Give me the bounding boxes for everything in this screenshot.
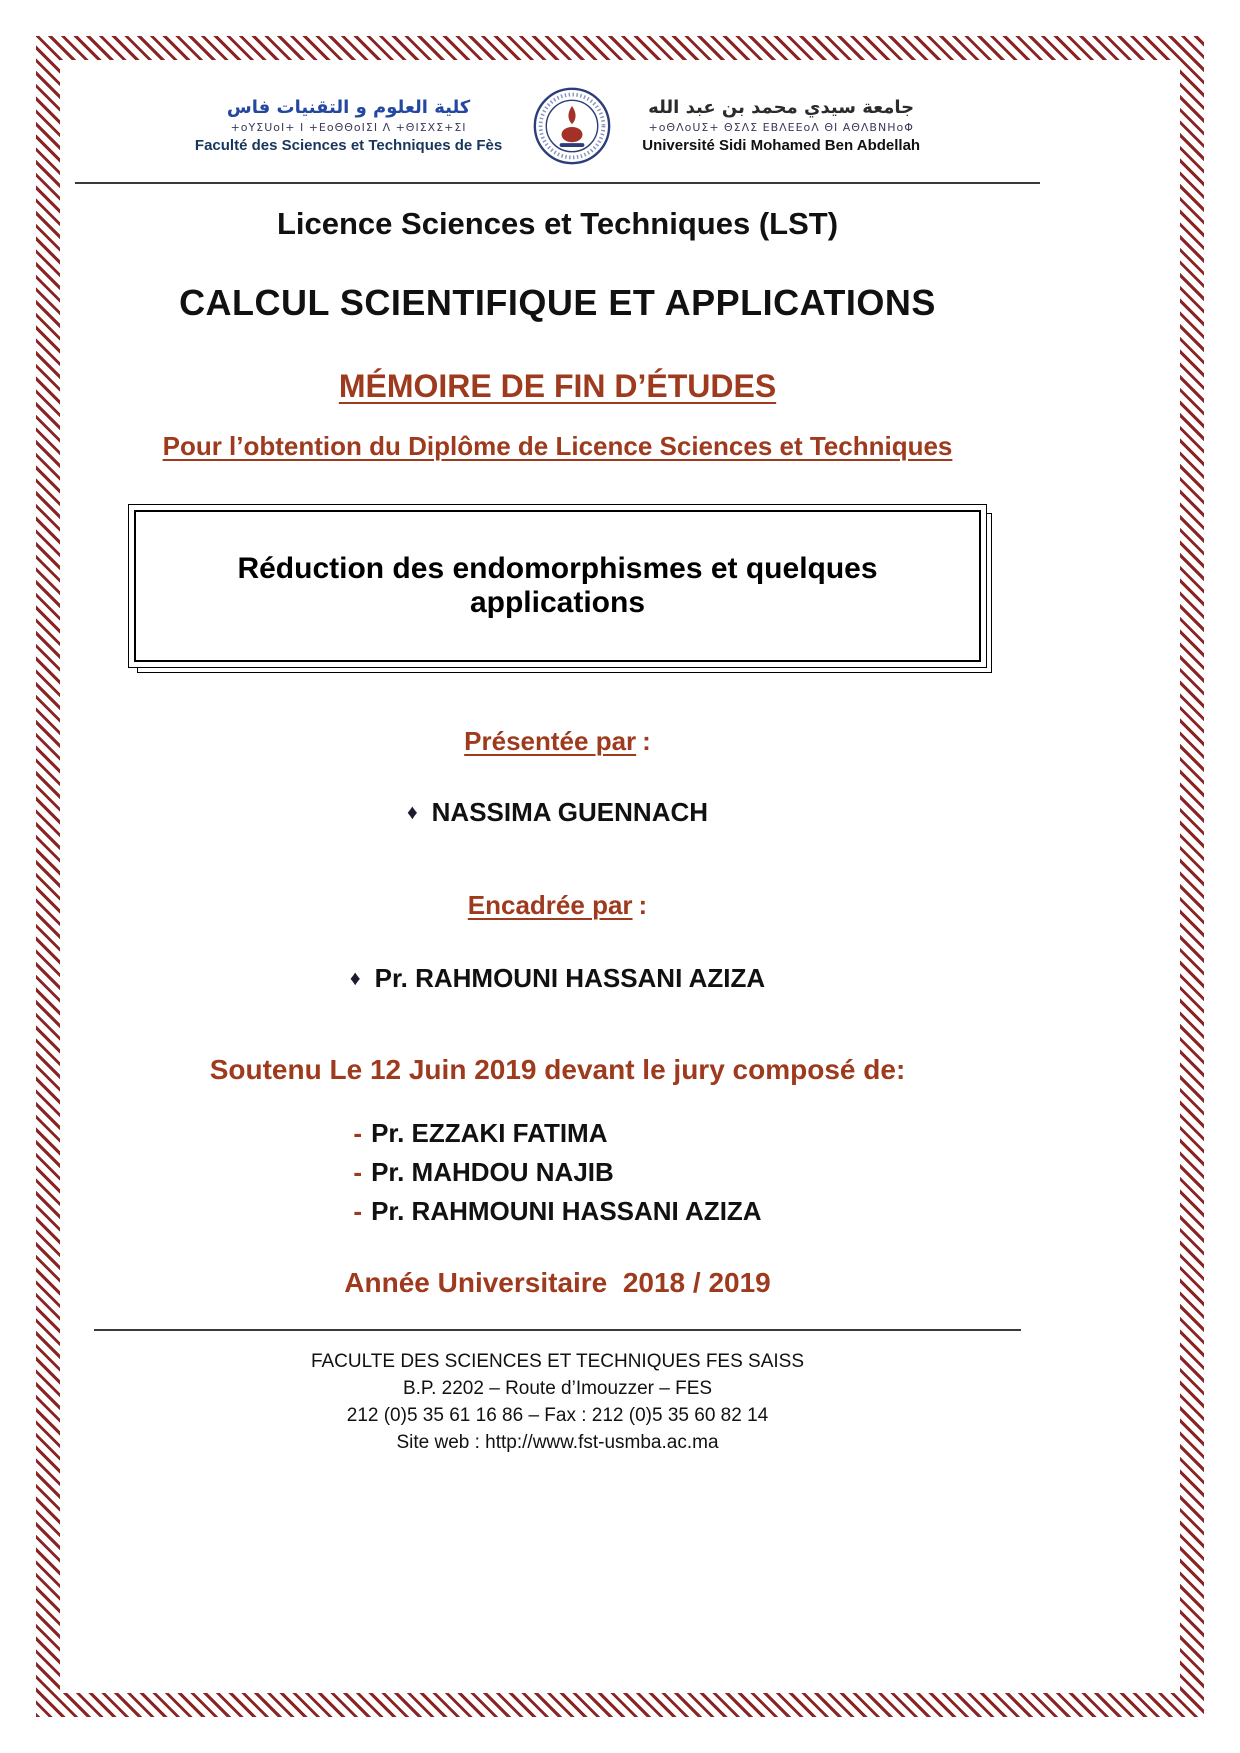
document-type-title: MÉMOIRE DE FIN D’ÉTUDES [338,368,777,404]
list-dash: - [353,1196,363,1226]
jury-list [353,1114,761,1231]
thesis-title: Réduction des endomorphismes et quelques applications [237,552,878,619]
defense-info: Soutenu Le 12 Juin 2019 devant le jury composé de: [209,1054,906,1085]
jury-member-name: Pr. EZZAKI FATIMA [371,1118,608,1148]
university-name-arabic: جامعة سيدي محمد بن عبد الله [648,96,915,118]
thesis-title-box [128,504,987,668]
footer-website-line: Site web : http://www.fst-usmba.ac.ma [396,1431,719,1453]
author-line [75,797,1040,828]
jury-member [353,1114,761,1153]
list-dash: - [353,1118,363,1148]
footer-divider [94,1329,1020,1331]
presented-by-label: Présentée par [464,726,637,756]
institution-header [75,60,1040,184]
footer-contact-block [75,1349,1040,1457]
faculty-logo-block [195,97,502,156]
jury-member [353,1153,761,1192]
academic-year: Année Universitaire 2018 / 2019 [344,1267,771,1298]
faculty-name-french: Faculté des Sciences et Techniques de Fès [194,136,503,154]
presented-by-section [75,726,1040,757]
jury-member-name: Pr. MAHDOU NAJIB [371,1157,614,1187]
university-name-french: Université Sidi Mohamed Ben Abdellah [642,136,921,154]
footer-institution-line: FACULTE DES SCIENCES ET TECHNIQUES FES SAISS [310,1351,805,1372]
supervised-by-colon: : [638,890,648,920]
presented-by-colon: : [642,726,651,756]
specialty-title: CALCUL SCIENTIFIQUE ET APPLICATIONS [179,282,936,323]
supervised-by-section [75,890,1040,921]
program-title: Licence Sciences et Techniques (LST) [276,206,839,241]
faculty-name-arabic: كلية العلوم و التقنيات فاس [226,96,471,118]
author-name: NASSIMA GUENNACH [431,797,709,827]
supervised-by-label: Encadrée par [467,890,633,920]
page-content [75,60,1040,1457]
university-name-tifinagh: +oΘΛoUΣ+ ΘΣΛΣ ΕΒΛΕΕoΛ ΘΙ ΑΘΛΒΝΗoΦ [648,121,914,134]
degree-subtitle: Pour l’obtention du Diplôme de Licence Sciences et Techniques [162,431,953,461]
thesis-title-box-inner [134,510,981,662]
jury-member [353,1192,761,1231]
jury-member-name: Pr. RAHMOUNI HASSANI AZIZA [371,1196,762,1226]
university-logo-block [642,97,920,156]
supervisor-line [75,963,1040,994]
footer-address-line: B.P. 2202 – Route d’Imouzzer – FES [402,1377,713,1399]
supervisor-name: Pr. RAHMOUNI HASSANI AZIZA [374,963,766,993]
diamond-bullet-icon: ♦ [406,801,418,824]
footer-phone-fax-line: 212 (0)5 35 61 16 86 – Fax : 212 (0)5 35 60 82 14 [346,1404,769,1426]
diamond-bullet-icon: ♦ [349,967,361,990]
list-dash: - [353,1157,363,1187]
faculty-name-tifinagh: +oYΣUoI+ I +ΕoΘΘoIΣI Λ +ΘIΣΧΣ+ΣI [230,121,467,134]
university-seal-icon [532,86,612,166]
